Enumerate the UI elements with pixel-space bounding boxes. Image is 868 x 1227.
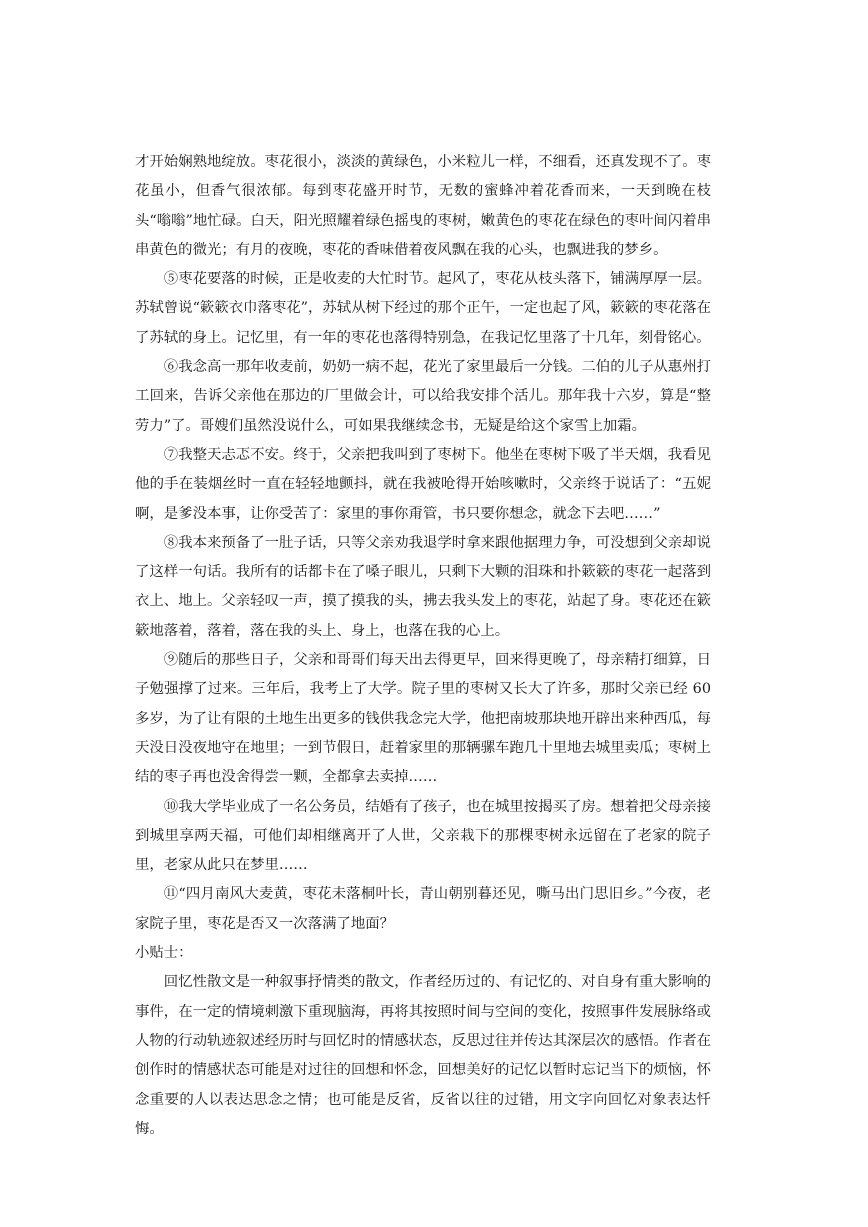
paragraph-10: ⑩我大学毕业成了一名公务员，结婚有了孩子，也在城里按揭买了房。想着把父母亲接到城里享两天福，可他们却相继离开了人世，父亲栽下的那棵枣树永远留在了老家的院子里，老家从此只在梦里…… bbox=[135, 798, 711, 874]
paragraph-continued: 才开始娴熟地绽放。枣花很小，淡淡的黄绿色，小米粒儿一样，不细看，还真发现不了。枣花虽小，但香气很浓郁。每到枣花盛开时节，无数的蜜蜂冲着花香而来，一天到晚在枝头“嗡嗡”地忙碌。白天，阳光照耀着绿色摇曳的枣树，嫩黄色的枣花在绿色的枣叶间闪着串串黄色的微光；有月的夜晚，枣花的香味借着夜风飘在我的心头，也飘进我的梦乡。 bbox=[135, 154, 711, 258]
tip-label: 小贴士： bbox=[135, 945, 193, 962]
paragraph-6: ⑥我念高一那年收麦前，奶奶一病不起，花光了家里最后一分钱。二伯的儿子从惠州打工回来，告诉父亲他在那边的厂里做会计，可以给我安排个活儿。那年我十六岁，算是“整劳力”了。哥嫂们虽然没说什么，可如果我继续念书，无疑是给这个家雪上加霜。 bbox=[135, 359, 711, 434]
paragraph-8: ⑧我本来预备了一肚子话，只等父亲劝我退学时拿来跟他据理力争，可没想到父亲却说了这样一句话。我所有的话都卡在了嗓子眼儿，只剩下大颗的泪珠和扑簌簌的枣花一起落到衣上、地上。父亲轻叹一声，摸了摸我的头，拂去我头发上的枣花，站起了身。枣花还在簌簌地落着，落着，落在我的头上、身上，也落在我的心上。 bbox=[135, 534, 711, 639]
article-body bbox=[135, 148, 711, 1144]
paragraph-7: ⑦我整天忐忑不安。终于，父亲把我叫到了枣树下。他坐在枣树下吸了半天烟，我看见他的手在装烟丝时一直在轻轻地颤抖，就在我被呛得开始咳嗽时，父亲终于说话了：“五妮啊，是爹没本事，让你受苦了：家里的事你甭管，书只要你想念，就念下去吧……” bbox=[135, 446, 711, 522]
paragraph-9: ⑨随后的那些日子，父亲和哥哥们每天出去得更早，回来得更晚了，母亲精打细算，日子勉强撑了过来。三年后，我考上了大学。院子里的枣树又长大了许多，那时父亲已经 60 多岁，为了让有限的土地生出更多的钱供我念完大学，他把南坡那块地开辟出来种西瓜，每天没日没夜地守在地里；一到节假日，赶着家里的那辆骡车跑几十里地去城里卖瓜；枣树上结的枣子再也没舍得尝一颗，全都拿去卖掉…… bbox=[135, 652, 711, 786]
paragraph-11: ⑪“四月南风大麦黄，枣花未落桐叶长，青山朝别暮还见，嘶马出门思旧乡。”今夜，老家院子里，枣花是否又一次落满了地面？ bbox=[135, 886, 711, 932]
tip-paragraph: 回忆性散文是一种叙事抒情类的散文，作者经历过的、有记忆的、对自身有重大影响的事件，在一定的情境刺激下重现脑海，再将其按照时间与空间的变化，按照事件发展脉络或人物的行动轨迹叙述经历时与回忆时的情感状态，反思过往并传达其深层次的感悟。作者在创作时的情感状态可能是对过往的回想和怀念，回想美好的记忆以暂时忘记当下的烦恼，怀念重要的人以表达思念之情；也可能是反省，反省以往的过错，用文字向回忆对象表达忏悔。 bbox=[135, 974, 711, 1137]
paragraph-5: ⑤枣花要落的时候，正是收麦的大忙时节。起风了，枣花从枝头落下，铺满厚厚一层。苏轼曾说“簌簌衣巾落枣花”，苏轼从树下经过的那个正午，一定也起了风，簌簌的枣花落在了苏轼的身上。记忆里，有一年的枣花也落得特别急，在我记忆里落了十几年，刻骨铭心。 bbox=[135, 271, 711, 346]
